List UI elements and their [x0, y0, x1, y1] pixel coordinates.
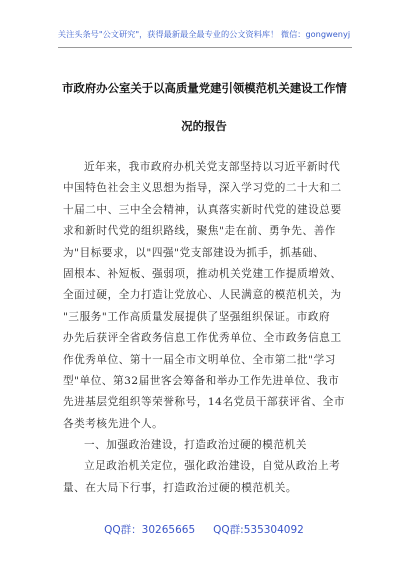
- section-heading: 一、加强政治建设，打造政治过硬的模范机关: [84, 439, 307, 452]
- paragraph-line: 先进基层党组织等荣誉称号，14名党员干部获评省、全市: [63, 396, 346, 409]
- paragraph-line: 型"单位、第32届世客会筹备和举办工作先进单位、我市: [63, 374, 340, 387]
- paragraph-line: 近年来，我市政府办机关党支部坚持以习近平新时代: [84, 161, 341, 173]
- document-title-line-1: 市政府办公室关于以高质量党建引领模范机关建设工作情: [62, 81, 347, 95]
- qq-group-2: QQ群:535304092: [213, 524, 304, 536]
- paragraph-line: 办先后获评全省政务信息工作优秀单位、全市政务信息工: [63, 332, 342, 345]
- promo-banner: 关注头条号"公文研究"，获得最新最全最专业的公文资料库！ 微信：gongwenyj: [57, 29, 351, 39]
- header-divider: [58, 47, 352, 48]
- paragraph-line: 各类考核先进个人。: [63, 417, 164, 430]
- paragraph-line: 量、在大局下行事，打造政治过硬的模范机关。: [63, 481, 298, 494]
- paragraph-line: 立足政治机关定位，强化政治建设，自觉从政治上考: [84, 460, 341, 473]
- paragraph-line: 固根本、补短板、强弱项，推动机关党建工作提质增效、: [63, 267, 342, 280]
- paragraph-line: "三服务"工作高质量发展提供了坚强组织保证。市政府: [63, 310, 331, 323]
- paragraph-line: 作优秀单位、第十一届全市文明单位、全市第二批"学习: [63, 353, 336, 366]
- document-body: [63, 157, 353, 499]
- paragraph-line: 中国特色社会主义思想为指导，深入学习党的二十大和二: [63, 182, 342, 195]
- paragraph-line: 为"目标要求，以"四强"党支部建设为抓手，抓基础、: [63, 246, 325, 259]
- document-title-line-2: 况的报告: [181, 119, 227, 133]
- paragraph-line: 求和新时代党的组织路线，聚焦"走在前、勇争先、善作: [63, 225, 336, 238]
- qq-group-1: QQ群：30265665: [104, 524, 196, 536]
- paragraph-line: 十届二中、三中全会精神，认真落实新时代党的建设总要: [63, 203, 342, 216]
- footer-contact: [0, 523, 408, 537]
- paragraph-line: 全面过硬，全力打造让党放心、人民满意的模范机关，为: [63, 289, 342, 302]
